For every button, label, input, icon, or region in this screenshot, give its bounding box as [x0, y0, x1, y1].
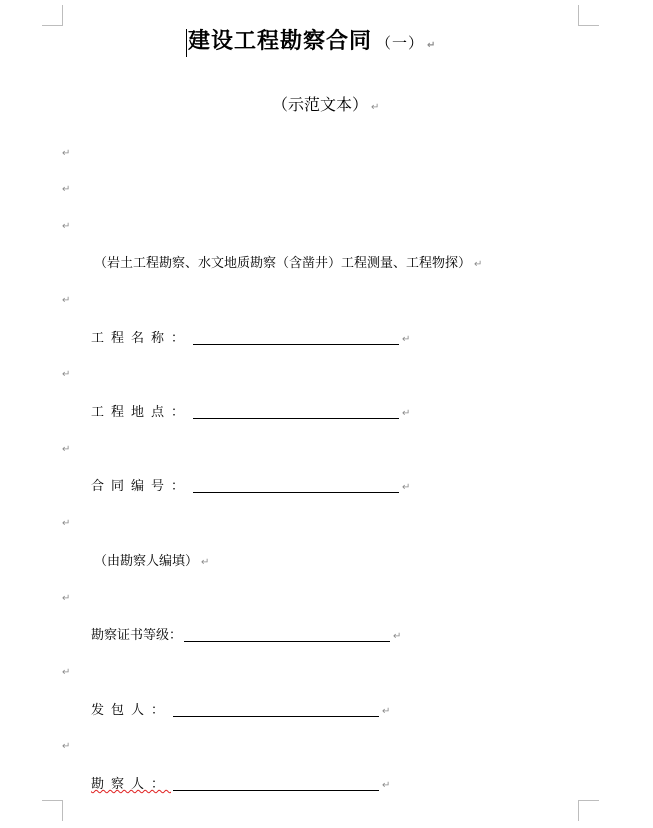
- field-label: 工程地点：: [91, 405, 192, 420]
- title-text: 建设工程勘察合同: [188, 29, 373, 54]
- document-title[interactable]: [188, 31, 436, 53]
- field-label: 工程名称：: [91, 331, 192, 346]
- paragraph-mark-icon: ↵: [427, 40, 437, 51]
- field-project-name[interactable]: [91, 332, 410, 345]
- title-suffix: （一）: [376, 34, 425, 52]
- empty-paragraph-mark-icon[interactable]: ↵: [62, 369, 71, 380]
- contract-number-blank[interactable]: [193, 480, 399, 493]
- crop-mark-bottom-left: [42, 800, 63, 821]
- field-project-location[interactable]: [91, 406, 410, 419]
- number-fill-note[interactable]: [94, 555, 209, 568]
- field-label: 勘察证书等级：: [91, 628, 183, 643]
- field-surveyor[interactable]: [91, 778, 390, 791]
- empty-paragraph-mark-icon[interactable]: ↵: [62, 221, 71, 232]
- scope-text: （岩土工程勘察、水文地质勘察（含凿井）工程测量、工程物探）: [94, 256, 472, 271]
- crop-mark-top-right: [578, 5, 599, 26]
- crop-mark-bottom-right: [578, 800, 599, 821]
- empty-paragraph-mark-icon[interactable]: ↵: [62, 518, 71, 529]
- crop-mark-top-left: [42, 5, 63, 26]
- empty-paragraph-mark-icon[interactable]: ↵: [62, 148, 71, 159]
- paragraph-mark-icon: ↵: [382, 706, 391, 717]
- field-contract-number[interactable]: [91, 480, 410, 493]
- field-label: 合同编号：: [91, 479, 192, 494]
- paragraph-mark-icon: ↵: [402, 408, 411, 419]
- paragraph-mark-icon: ↵: [393, 631, 402, 642]
- employer-blank[interactable]: [173, 704, 379, 717]
- note-text: （由勘察人编填）: [94, 554, 199, 569]
- field-employer[interactable]: [91, 704, 390, 717]
- text-cursor: [186, 29, 187, 57]
- field-label: 勘察人：: [91, 777, 172, 792]
- paragraph-mark-icon: ↵: [474, 259, 483, 270]
- document-subtitle[interactable]: [272, 97, 379, 113]
- paragraph-mark-icon: ↵: [402, 482, 411, 493]
- empty-paragraph-mark-icon[interactable]: ↵: [62, 295, 71, 306]
- paragraph-mark-icon: ↵: [201, 557, 210, 568]
- empty-paragraph-mark-icon[interactable]: ↵: [62, 741, 71, 752]
- surveyor-blank[interactable]: [173, 778, 379, 791]
- field-label: 发包人：: [91, 703, 172, 718]
- subtitle-text: （示范文本）: [272, 95, 369, 114]
- empty-paragraph-mark-icon[interactable]: ↵: [62, 667, 71, 678]
- project-name-blank[interactable]: [193, 332, 399, 345]
- certificate-grade-blank[interactable]: [184, 629, 390, 642]
- empty-paragraph-mark-icon[interactable]: ↵: [62, 593, 71, 604]
- empty-paragraph-mark-icon[interactable]: ↵: [62, 444, 71, 455]
- empty-paragraph-mark-icon[interactable]: ↵: [62, 184, 71, 195]
- project-location-blank[interactable]: [193, 406, 399, 419]
- paragraph-mark-icon: ↵: [371, 102, 380, 113]
- paragraph-mark-icon: ↵: [382, 780, 391, 791]
- paragraph-mark-icon: ↵: [402, 334, 411, 345]
- field-certificate-grade[interactable]: [91, 629, 401, 642]
- survey-scope[interactable]: [94, 257, 482, 270]
